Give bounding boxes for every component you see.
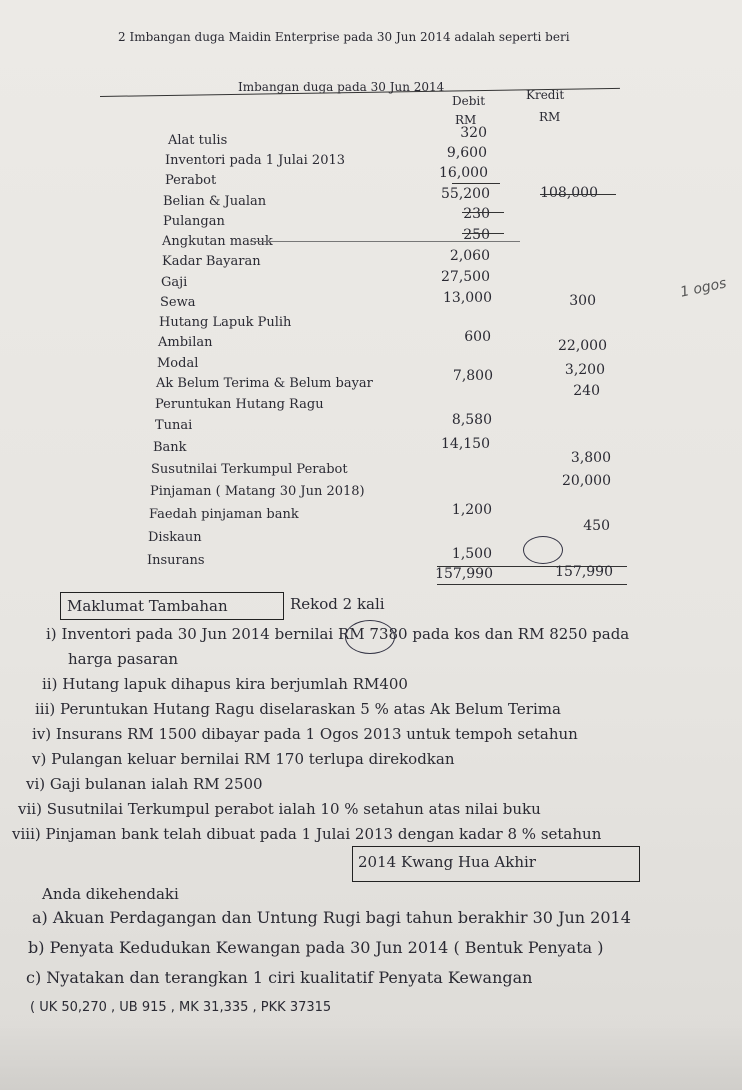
account-label: Susutnilai Terkumpul Perabot: [151, 462, 348, 477]
note-text: Inventori pada 30 Jun 2014 bernilai RM 7380 pada kos dan RM 8250 pada: [61, 625, 630, 643]
debit-header: Debit: [452, 94, 486, 108]
account-label: Bank: [153, 440, 187, 455]
note-text: Peruntukan Hutang Ragu diselaraskan 5 % atas Ak Belum Terima: [60, 700, 561, 718]
credit-value: 108,000: [540, 185, 598, 201]
account-label: Diskaun: [148, 530, 202, 545]
note-number: vi): [26, 775, 46, 793]
account-label: Peruntukan Hutang Ragu: [155, 397, 324, 412]
account-label: Angkutan masuk: [162, 234, 273, 249]
pen-circle-mark: [345, 620, 395, 654]
credit-value: 20,000: [562, 473, 611, 489]
account-label: Gaji: [161, 275, 188, 290]
note-item: [12, 825, 601, 843]
info-box-title: Maklumat Tambahan: [67, 597, 228, 615]
handwritten-note: 1 ogos: [678, 275, 728, 301]
note-item: [32, 750, 454, 768]
debit-value: 7,800: [452, 368, 493, 384]
debit-value: 600: [464, 329, 491, 345]
note-text: Pulangan keluar bernilai RM 170 terlupa direkodkan: [51, 750, 455, 768]
debit-value: 9,600: [446, 145, 487, 161]
column-underline: [462, 233, 504, 234]
column-underline: [540, 194, 616, 195]
debit-value: 230: [463, 206, 490, 222]
column-underline: [452, 183, 500, 184]
note-item: [18, 800, 541, 818]
note-text: harga pasaran: [68, 650, 179, 668]
school-box-label: 2014 Kwang Hua Akhir: [358, 853, 536, 871]
debit-unit: RM: [455, 113, 477, 127]
note-text: Pinjaman bank telah dibuat pada 1 Julai 2013 dengan kadar 8 % setahun: [45, 825, 602, 843]
kredit-unit: RM: [539, 110, 561, 124]
debit-value: 14,150: [441, 436, 490, 452]
note-number: i): [46, 625, 57, 643]
credit-value: 22,000: [558, 338, 607, 354]
account-label: Tunai: [155, 418, 193, 433]
paper-shadow: [0, 1020, 742, 1090]
debit-value: 320: [460, 125, 487, 141]
credit-total: 157,990: [555, 564, 613, 580]
note-number: v): [32, 750, 47, 768]
debit-value: 16,000: [439, 165, 488, 181]
credit-value: 3,800: [570, 450, 611, 466]
credit-value: 450: [583, 518, 610, 534]
note-item: [46, 625, 629, 643]
answer-hint: ( UK 50,270 , UB 915 , MK 31,335 , PKK 37315: [30, 1000, 332, 1015]
debit-value: 27,500: [441, 269, 490, 285]
debit-value: 8,580: [451, 412, 492, 428]
account-label: Perabot: [165, 173, 217, 188]
account-label: Belian & Jualan: [163, 194, 267, 209]
account-label: Modal: [157, 356, 199, 371]
task-item: c) Nyatakan dan terangkan 1 ciri kualitatif Penyata Kewangan: [26, 968, 533, 987]
task-item: b) Penyata Kedudukan Kewangan pada 30 Jun 2014 ( Bentuk Penyata ): [28, 938, 604, 957]
note-number: ii): [42, 675, 58, 693]
tasks-heading: Anda dikehendaki: [42, 885, 179, 903]
note-item: [35, 700, 561, 718]
account-label: Alat tulis: [168, 133, 228, 148]
credit-value: 3,200: [564, 362, 605, 378]
debit-value: 1,500: [451, 546, 492, 562]
debit-value: 250: [463, 227, 490, 243]
note-text: Gaji bulanan ialah RM 2500: [49, 775, 263, 793]
account-label: Ak Belum Terima & Belum bayar: [156, 376, 373, 391]
account-label: Inventori pada 1 Julai 2013: [165, 153, 346, 168]
info-box-side-note: Rekod 2 kali: [290, 595, 385, 613]
column-underline: [462, 212, 504, 213]
note-number: iv): [32, 725, 52, 743]
account-label: Kadar Bayaran: [162, 254, 261, 269]
note-item: [42, 675, 408, 693]
debit-value: 13,000: [443, 290, 492, 306]
note-number: iii): [35, 700, 56, 718]
credit-value: 300: [569, 293, 596, 309]
note-text: Insurans RM 1500 dibayar pada 1 Ogos 2013 untuk tempoh setahun: [55, 725, 578, 743]
account-label: Insurans: [147, 553, 205, 568]
credit-value: 240: [573, 383, 600, 399]
note-text: Hutang lapuk dihapus kira berjumlah RM400: [62, 675, 408, 693]
debit-value: 55,200: [441, 186, 490, 202]
total-line-bottom: [437, 584, 627, 585]
account-label: Pulangan: [163, 214, 225, 229]
note-number: vii): [18, 800, 42, 818]
debit-value: 2,060: [449, 248, 490, 264]
pen-circle-mark: [523, 536, 563, 564]
account-label: Sewa: [160, 295, 196, 310]
account-label: Ambilan: [158, 335, 213, 350]
debit-value: 1,200: [451, 502, 492, 518]
column-underline: [250, 241, 520, 242]
question-title: 2 Imbangan duga Maidin Enterprise pada 30 Jun 2014 adalah seperti beri: [118, 30, 570, 44]
note-text: Susutnilai Terkumpul perabot ialah 10 % setahun atas nilai buku: [46, 800, 541, 818]
debit-total: 157,990: [435, 566, 493, 582]
note-item: [32, 725, 578, 743]
kredit-header: Kredit: [526, 88, 565, 102]
note-number: viii): [12, 825, 41, 843]
account-label: Pinjaman ( Matang 30 Jun 2018): [150, 484, 365, 499]
note-item: [68, 650, 178, 668]
trial-balance-title: Imbangan duga pada 30 Jun 2014: [238, 80, 445, 94]
account-label: Hutang Lapuk Pulih: [159, 315, 292, 330]
account-label: Faedah pinjaman bank: [149, 507, 299, 522]
task-item: a) Akuan Perdagangan dan Untung Rugi bagi tahun berakhir 30 Jun 2014: [32, 908, 631, 927]
note-item: [26, 775, 263, 793]
